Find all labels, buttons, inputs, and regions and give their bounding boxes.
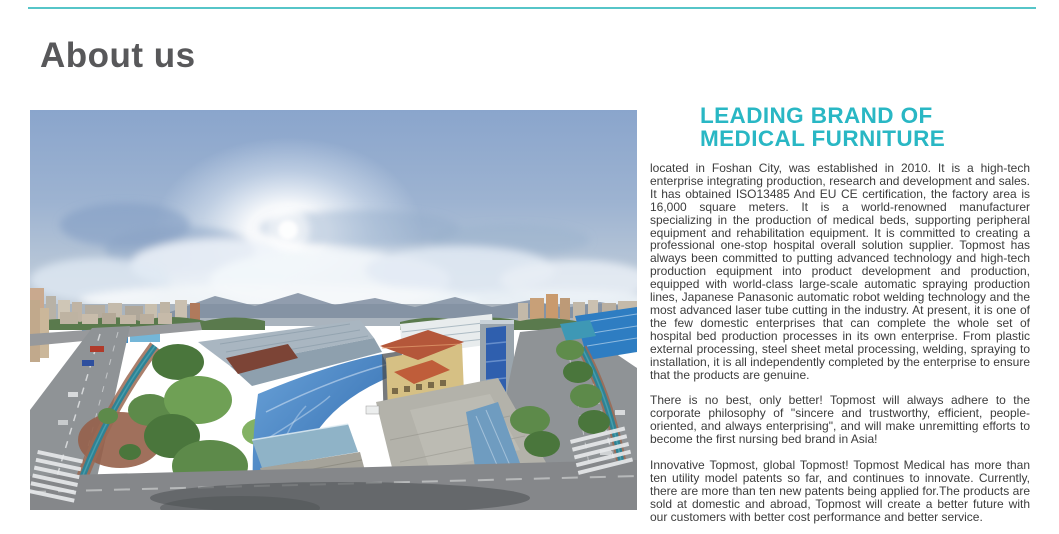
- article-heading-line2: MEDICAL FURNITURE: [700, 126, 946, 151]
- article-paragraph: There is no best, only better! Topmost will always adhere to the corporate philosophy of "sincere and trustworthy, efficient, people-oriented, and always enterprising", and will make unremitting efforts to become the first nursing bed brand in Asia!: [650, 393, 1030, 447]
- top-divider: [28, 7, 1036, 9]
- article-heading: [650, 104, 1030, 150]
- about-article: [650, 104, 1030, 524]
- page-title: About us: [40, 36, 196, 75]
- factory-panorama-photo: [30, 110, 637, 510]
- panorama-illustration: [30, 110, 637, 510]
- article-paragraph: located in Foshan City, was established in 2010. It is a high-tech enterprise integrating production, research and development and sales. It has obtained ISO13485 And EU CE certification, the factory area is 16,000 square meters. It is a world-renowned manufacturer specializing in the production of medical beds, supporting peripheral equipment and rehabilitation equipment. It is committed to creating a professional one-stop hospital overall solution supplier. Topmost has always been committed to putting advanced technology and high-tech production equipment into product development and production, equipped with world-class large-scale automatic spraying production lines, Japanese Panasonic automatic robot welding technology and the most advanced laser tube cutting in the industry. At present, it is one of the few domestic enterprises that can complete the whole set of hospital bed production processes in its own enterprise. From plastic external processing, steel sheet metal processing, welding, spraying to installation, it is all independently completed by the enterprise to ensure that the products are genuine.: [650, 161, 1030, 382]
- article-heading-line1: LEADING BRAND OF: [700, 103, 933, 128]
- article-paragraph: Innovative Topmost, global Topmost! Topmost Medical has more than ten utility model patents so far, and continues to innovate. Currently, there are more than ten new patents being applied for.The products are sold at domestic and abroad, Topmost will create a better future with our customers with better cost performance and better service.: [650, 458, 1030, 524]
